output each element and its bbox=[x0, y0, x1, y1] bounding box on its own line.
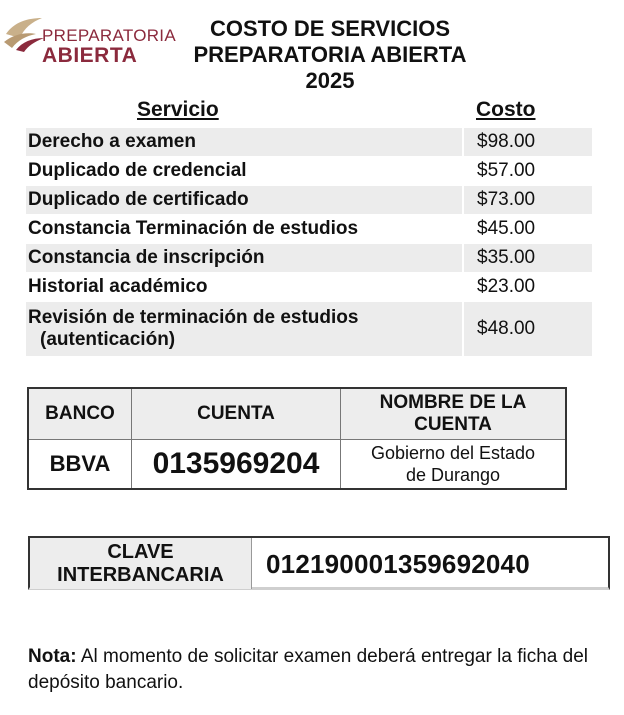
table-row bbox=[26, 157, 592, 186]
service-cost: $23.00 bbox=[463, 273, 592, 302]
clabe-box bbox=[28, 536, 610, 590]
service-name-line-1: Revisión de terminación de estudios bbox=[28, 307, 359, 328]
table-row bbox=[26, 215, 592, 244]
service-cost: $48.00 bbox=[463, 302, 592, 357]
account-name-column-header: NOMBRE DE LA CUENTA bbox=[341, 388, 567, 440]
title-line-2: PREPARATORIA ABIERTA bbox=[193, 42, 467, 67]
table-row bbox=[26, 302, 592, 357]
service-name-line-2: (autenticación) bbox=[40, 329, 176, 350]
bank-header-row bbox=[28, 388, 566, 440]
page-title bbox=[148, 16, 512, 94]
clabe-label-line-2: INTERBANCARIA bbox=[57, 564, 224, 586]
table-row bbox=[26, 273, 592, 302]
bank-column-header: BANCO bbox=[28, 388, 132, 440]
service-cost: $35.00 bbox=[463, 244, 592, 273]
clabe-value: 012190001359692040 bbox=[266, 549, 530, 579]
account-column-header: CUENTA bbox=[132, 388, 341, 440]
note-text: Al momento de solicitar examen deberá entregar la ficha del depósito bancario. bbox=[28, 646, 588, 693]
service-name: Duplicado de certificado bbox=[26, 186, 463, 215]
service-name: Historial académico bbox=[26, 273, 463, 302]
service-name: Duplicado de credencial bbox=[26, 157, 463, 186]
account-number: 0135969204 bbox=[132, 440, 341, 490]
service-cost: $73.00 bbox=[463, 186, 592, 215]
bank-table bbox=[27, 387, 567, 490]
service-cost: $45.00 bbox=[463, 215, 592, 244]
account-holder bbox=[341, 440, 567, 490]
service-name: Derecho a examen bbox=[26, 128, 463, 157]
table-row bbox=[26, 128, 592, 157]
service-name: Constancia de inscripción bbox=[26, 244, 463, 273]
account-holder-line-1: Gobierno del Estado bbox=[370, 443, 536, 463]
title-line-3: 2025 bbox=[305, 68, 355, 93]
note-label: Nota: bbox=[28, 646, 77, 667]
logo-text-bottom: ABIERTA bbox=[42, 44, 138, 67]
service-name bbox=[26, 302, 463, 357]
service-name: Constancia Terminación de estudios bbox=[26, 215, 463, 244]
clabe-label bbox=[30, 538, 252, 589]
bank-name: BBVA bbox=[28, 440, 132, 490]
services-column-header: Servicio bbox=[137, 98, 219, 121]
title-line-1: COSTO DE SERVICIOS bbox=[209, 16, 451, 41]
services-table bbox=[26, 128, 592, 357]
account-holder-line-2: de Durango bbox=[405, 465, 501, 485]
table-row bbox=[26, 244, 592, 273]
logo-text-top: PREPARATORIA bbox=[42, 26, 176, 45]
cost-column-header: Costo bbox=[476, 98, 536, 121]
service-cost: $57.00 bbox=[463, 157, 592, 186]
service-cost: $98.00 bbox=[463, 128, 592, 157]
table-row bbox=[26, 186, 592, 215]
note bbox=[28, 644, 588, 696]
bank-data-row bbox=[28, 440, 566, 490]
clabe-label-line-1: CLAVE bbox=[107, 541, 174, 563]
